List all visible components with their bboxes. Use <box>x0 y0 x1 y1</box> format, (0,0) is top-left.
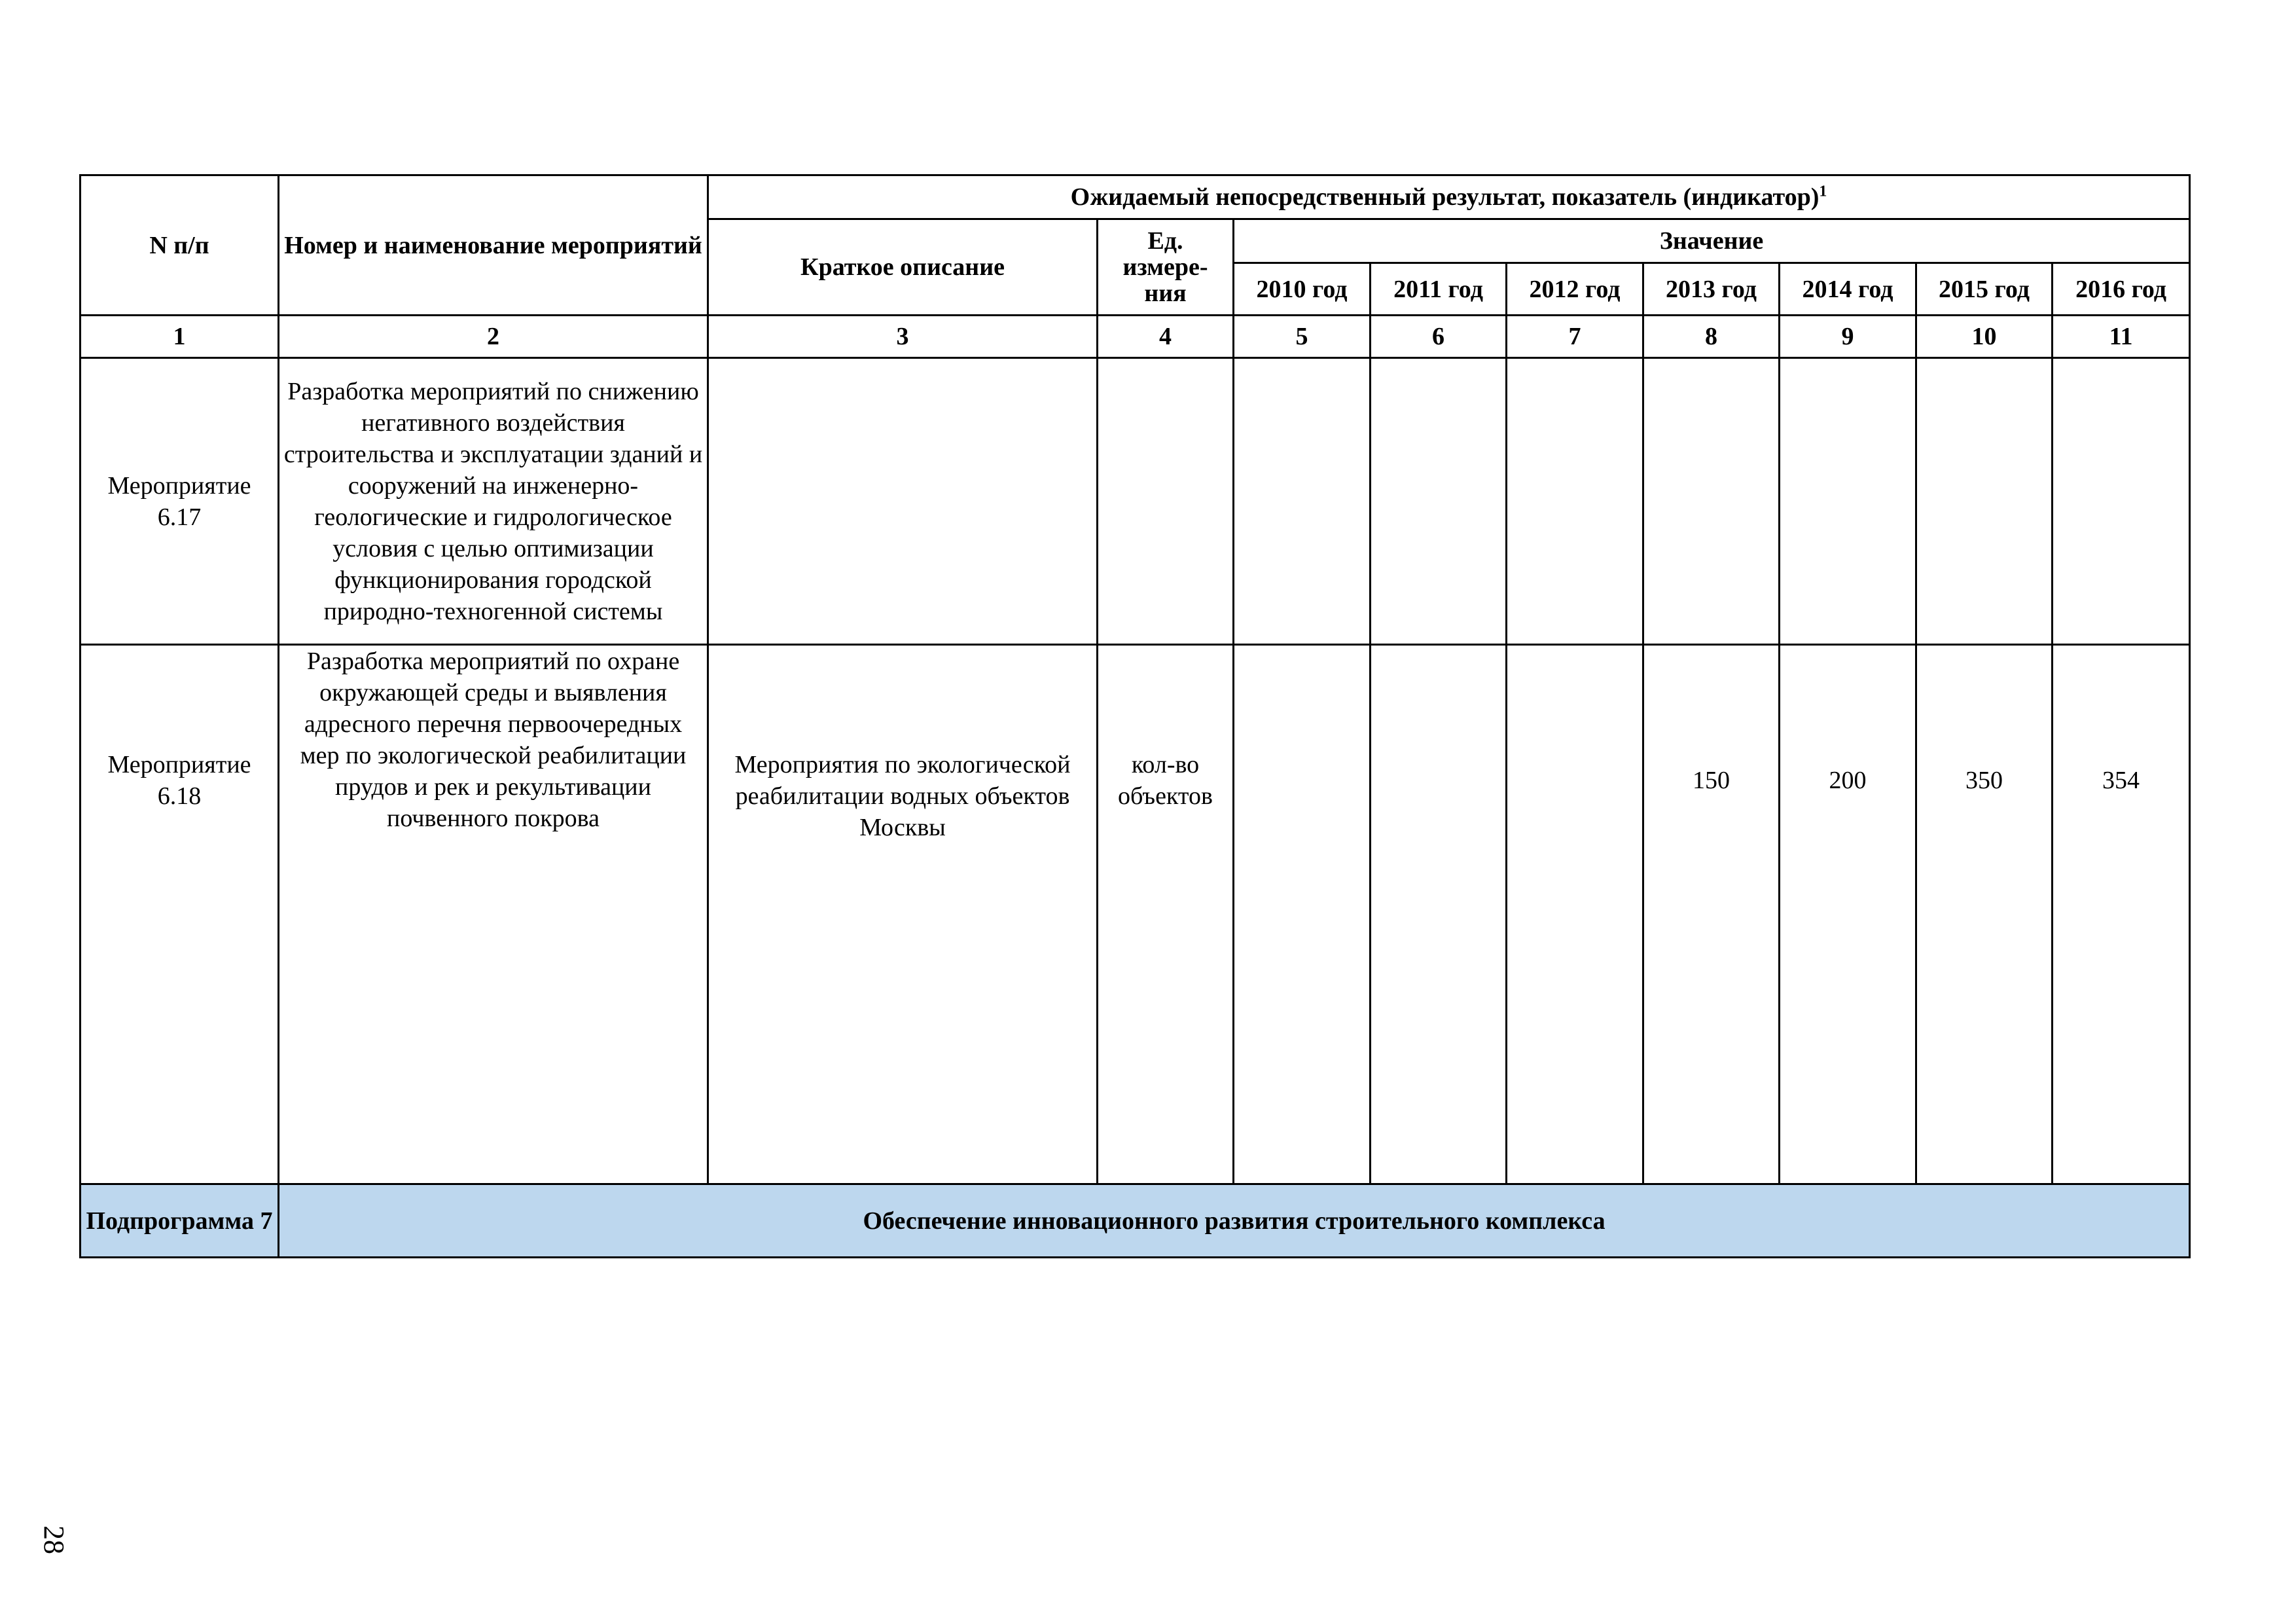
row-value <box>1371 358 1507 645</box>
row-value <box>1780 358 1916 645</box>
table-row <box>81 358 2190 645</box>
table-row <box>81 645 2190 1184</box>
subprogram-row <box>81 1184 2190 1258</box>
row-name: Разработка мероприятий по снижению негативного воздействия строительства и эксплуатации зданий и сооружений на инженерно-геологические и гидрологическое условия с целью оптимизации функционирования городской природно-техногенной системы <box>279 358 708 645</box>
column-number: 9 <box>1780 316 1916 358</box>
header-desc: Краткое описание <box>708 219 1098 316</box>
row-value: 200 <box>1780 645 1916 1184</box>
header-result-text: Ожидаемый непосредственный результат, показатель (индикатор) <box>1070 183 1820 211</box>
header-year: 2013 год <box>1643 263 1780 316</box>
row-value <box>1507 358 1643 645</box>
row-unit <box>1098 358 1234 645</box>
indicators-table <box>79 174 2191 1258</box>
column-numbers-row <box>81 316 2190 358</box>
column-number: 5 <box>1234 316 1371 358</box>
row-value <box>1371 645 1507 1184</box>
header-result-footnote: 1 <box>1819 183 1827 200</box>
row-value: 150 <box>1643 645 1780 1184</box>
row-value: 354 <box>2053 645 2190 1184</box>
row-unit: кол-во объектов <box>1098 645 1234 1184</box>
row-name: Разработка мероприятий по охране окружающей среды и выявления адресного перечня первоочередных мер по экологической реабилитации прудов и рек и рекультивации почвенного покрова <box>279 645 708 1184</box>
column-number: 2 <box>279 316 708 358</box>
row-value <box>1916 358 2053 645</box>
header-value: Значение <box>1234 219 2190 263</box>
header-year: 2012 год <box>1507 263 1643 316</box>
row-desc: Мероприятия по экологической реабилитации водных объектов Москвы <box>708 645 1098 1184</box>
row-value <box>1234 645 1371 1184</box>
header-num: N п/п <box>81 175 279 316</box>
column-number: 6 <box>1371 316 1507 358</box>
column-number: 8 <box>1643 316 1780 358</box>
column-number: 4 <box>1098 316 1234 358</box>
row-value <box>2053 358 2190 645</box>
header-unit: Ед. измере-ния <box>1098 219 1234 316</box>
row-desc <box>708 358 1098 645</box>
header-row-1 <box>81 175 2190 219</box>
header-year: 2010 год <box>1234 263 1371 316</box>
subprogram-title: Обеспечение инновационного развития строительного комплекса <box>279 1184 2190 1258</box>
header-year: 2014 год <box>1780 263 1916 316</box>
header-year: 2015 год <box>1916 263 2053 316</box>
column-number: 1 <box>81 316 279 358</box>
subprogram-label: Подпрограмма 7 <box>81 1184 279 1258</box>
row-value <box>1643 358 1780 645</box>
header-name: Номер и наименование мероприятий <box>279 175 708 316</box>
row-number: Мероприятие 6.18 <box>81 645 279 1184</box>
header-year: 2016 год <box>2053 263 2190 316</box>
column-number: 10 <box>1916 316 2053 358</box>
header-result <box>708 175 2190 219</box>
row-value <box>1234 358 1371 645</box>
row-value <box>1507 645 1643 1184</box>
column-number: 3 <box>708 316 1098 358</box>
row-value: 350 <box>1916 645 2053 1184</box>
column-number: 11 <box>2053 316 2190 358</box>
column-number: 7 <box>1507 316 1643 358</box>
row-number: Мероприятие 6.17 <box>81 358 279 645</box>
header-year: 2011 год <box>1371 263 1507 316</box>
page-number: 28 <box>38 1525 70 1554</box>
